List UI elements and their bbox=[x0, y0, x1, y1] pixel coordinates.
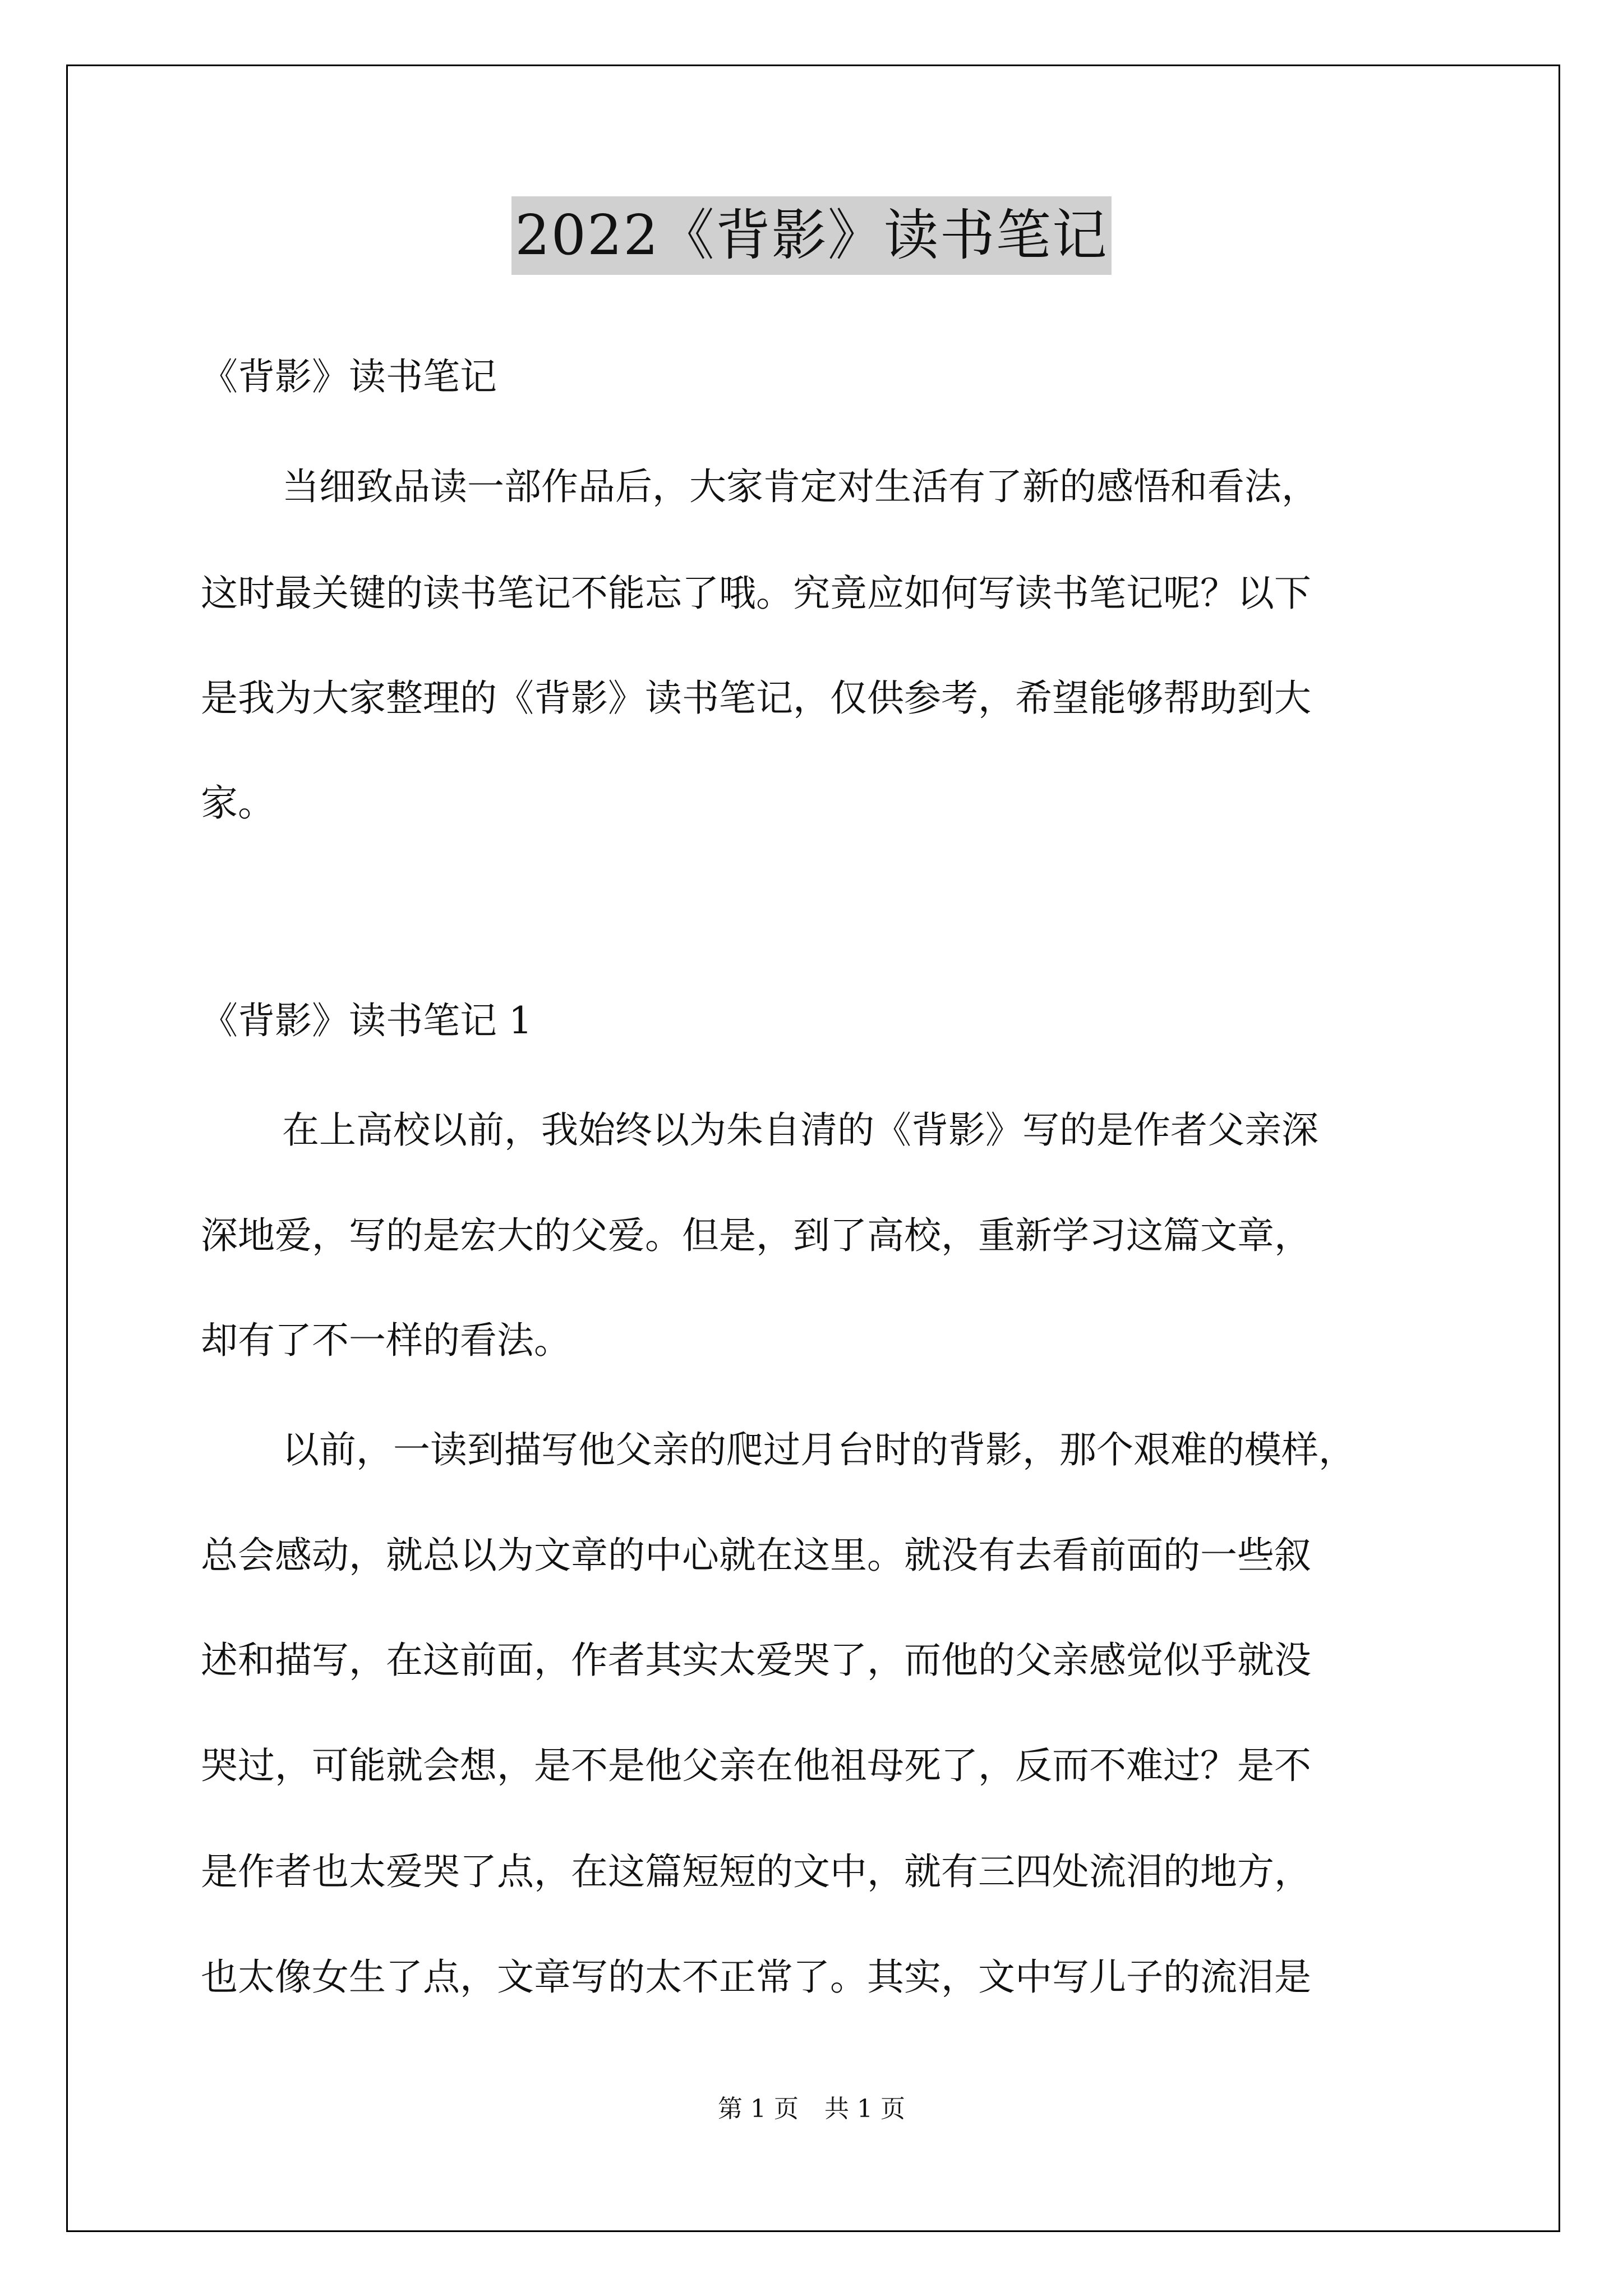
document-title-wrapper bbox=[0, 196, 1623, 275]
page-number-total: 共 1 页 bbox=[824, 2095, 905, 2123]
document-title: 2022《背影》读书笔记 bbox=[511, 196, 1111, 275]
page-footer bbox=[0, 2092, 1623, 2126]
paragraph-line: 总会感动，就总以为文章的中心就在这里。就没有去看前面的一些叙 bbox=[201, 1534, 1311, 1577]
section1-heading: 《背影》读书笔记 1 bbox=[201, 999, 532, 1042]
paragraph-line: 述和描写，在这前面，作者其实太爱哭了，而他的父亲感觉似乎就没 bbox=[201, 1639, 1311, 1682]
paragraph-line: 深地爱，写的是宏大的父爱。但是，到了高校，重新学习这篇文章， bbox=[201, 1214, 1311, 1257]
section-intro-heading: 《背影》读书笔记 bbox=[201, 355, 497, 398]
paragraph-line: 在上高校以前，我始终以为朱自清的《背影》写的是作者父亲深 bbox=[282, 1108, 1318, 1152]
paragraph-line: 却有了不一样的看法。 bbox=[201, 1319, 571, 1362]
intro-line: 家。 bbox=[201, 781, 275, 825]
intro-line: 当细致品读一部作品后，大家肯定对生活有了新的感悟和看法， bbox=[282, 465, 1318, 508]
intro-line: 是我为大家整理的《背影》读书笔记，仅供参考，希望能够帮助到大 bbox=[201, 677, 1311, 720]
paragraph-line: 也太像女生了点，文章写的太不正常了。其实，文中写儿子的流泪是 bbox=[201, 1955, 1311, 1999]
paragraph-line: 哭过，可能就会想，是不是他父亲在他祖母死了，反而不难过？是不 bbox=[201, 1744, 1311, 1787]
page-number-current: 第 1 页 bbox=[718, 2095, 799, 2123]
paragraph-line: 是作者也太爱哭了点，在这篇短短的文中，就有三四处流泪的地方， bbox=[201, 1850, 1311, 1893]
paragraph-line: 以前，一读到描写他父亲的爬过月台时的背影，那个艰难的模样， bbox=[282, 1428, 1355, 1471]
intro-line: 这时最关键的读书笔记不能忘了哦。究竟应如何写读书笔记呢？以下 bbox=[201, 572, 1311, 615]
